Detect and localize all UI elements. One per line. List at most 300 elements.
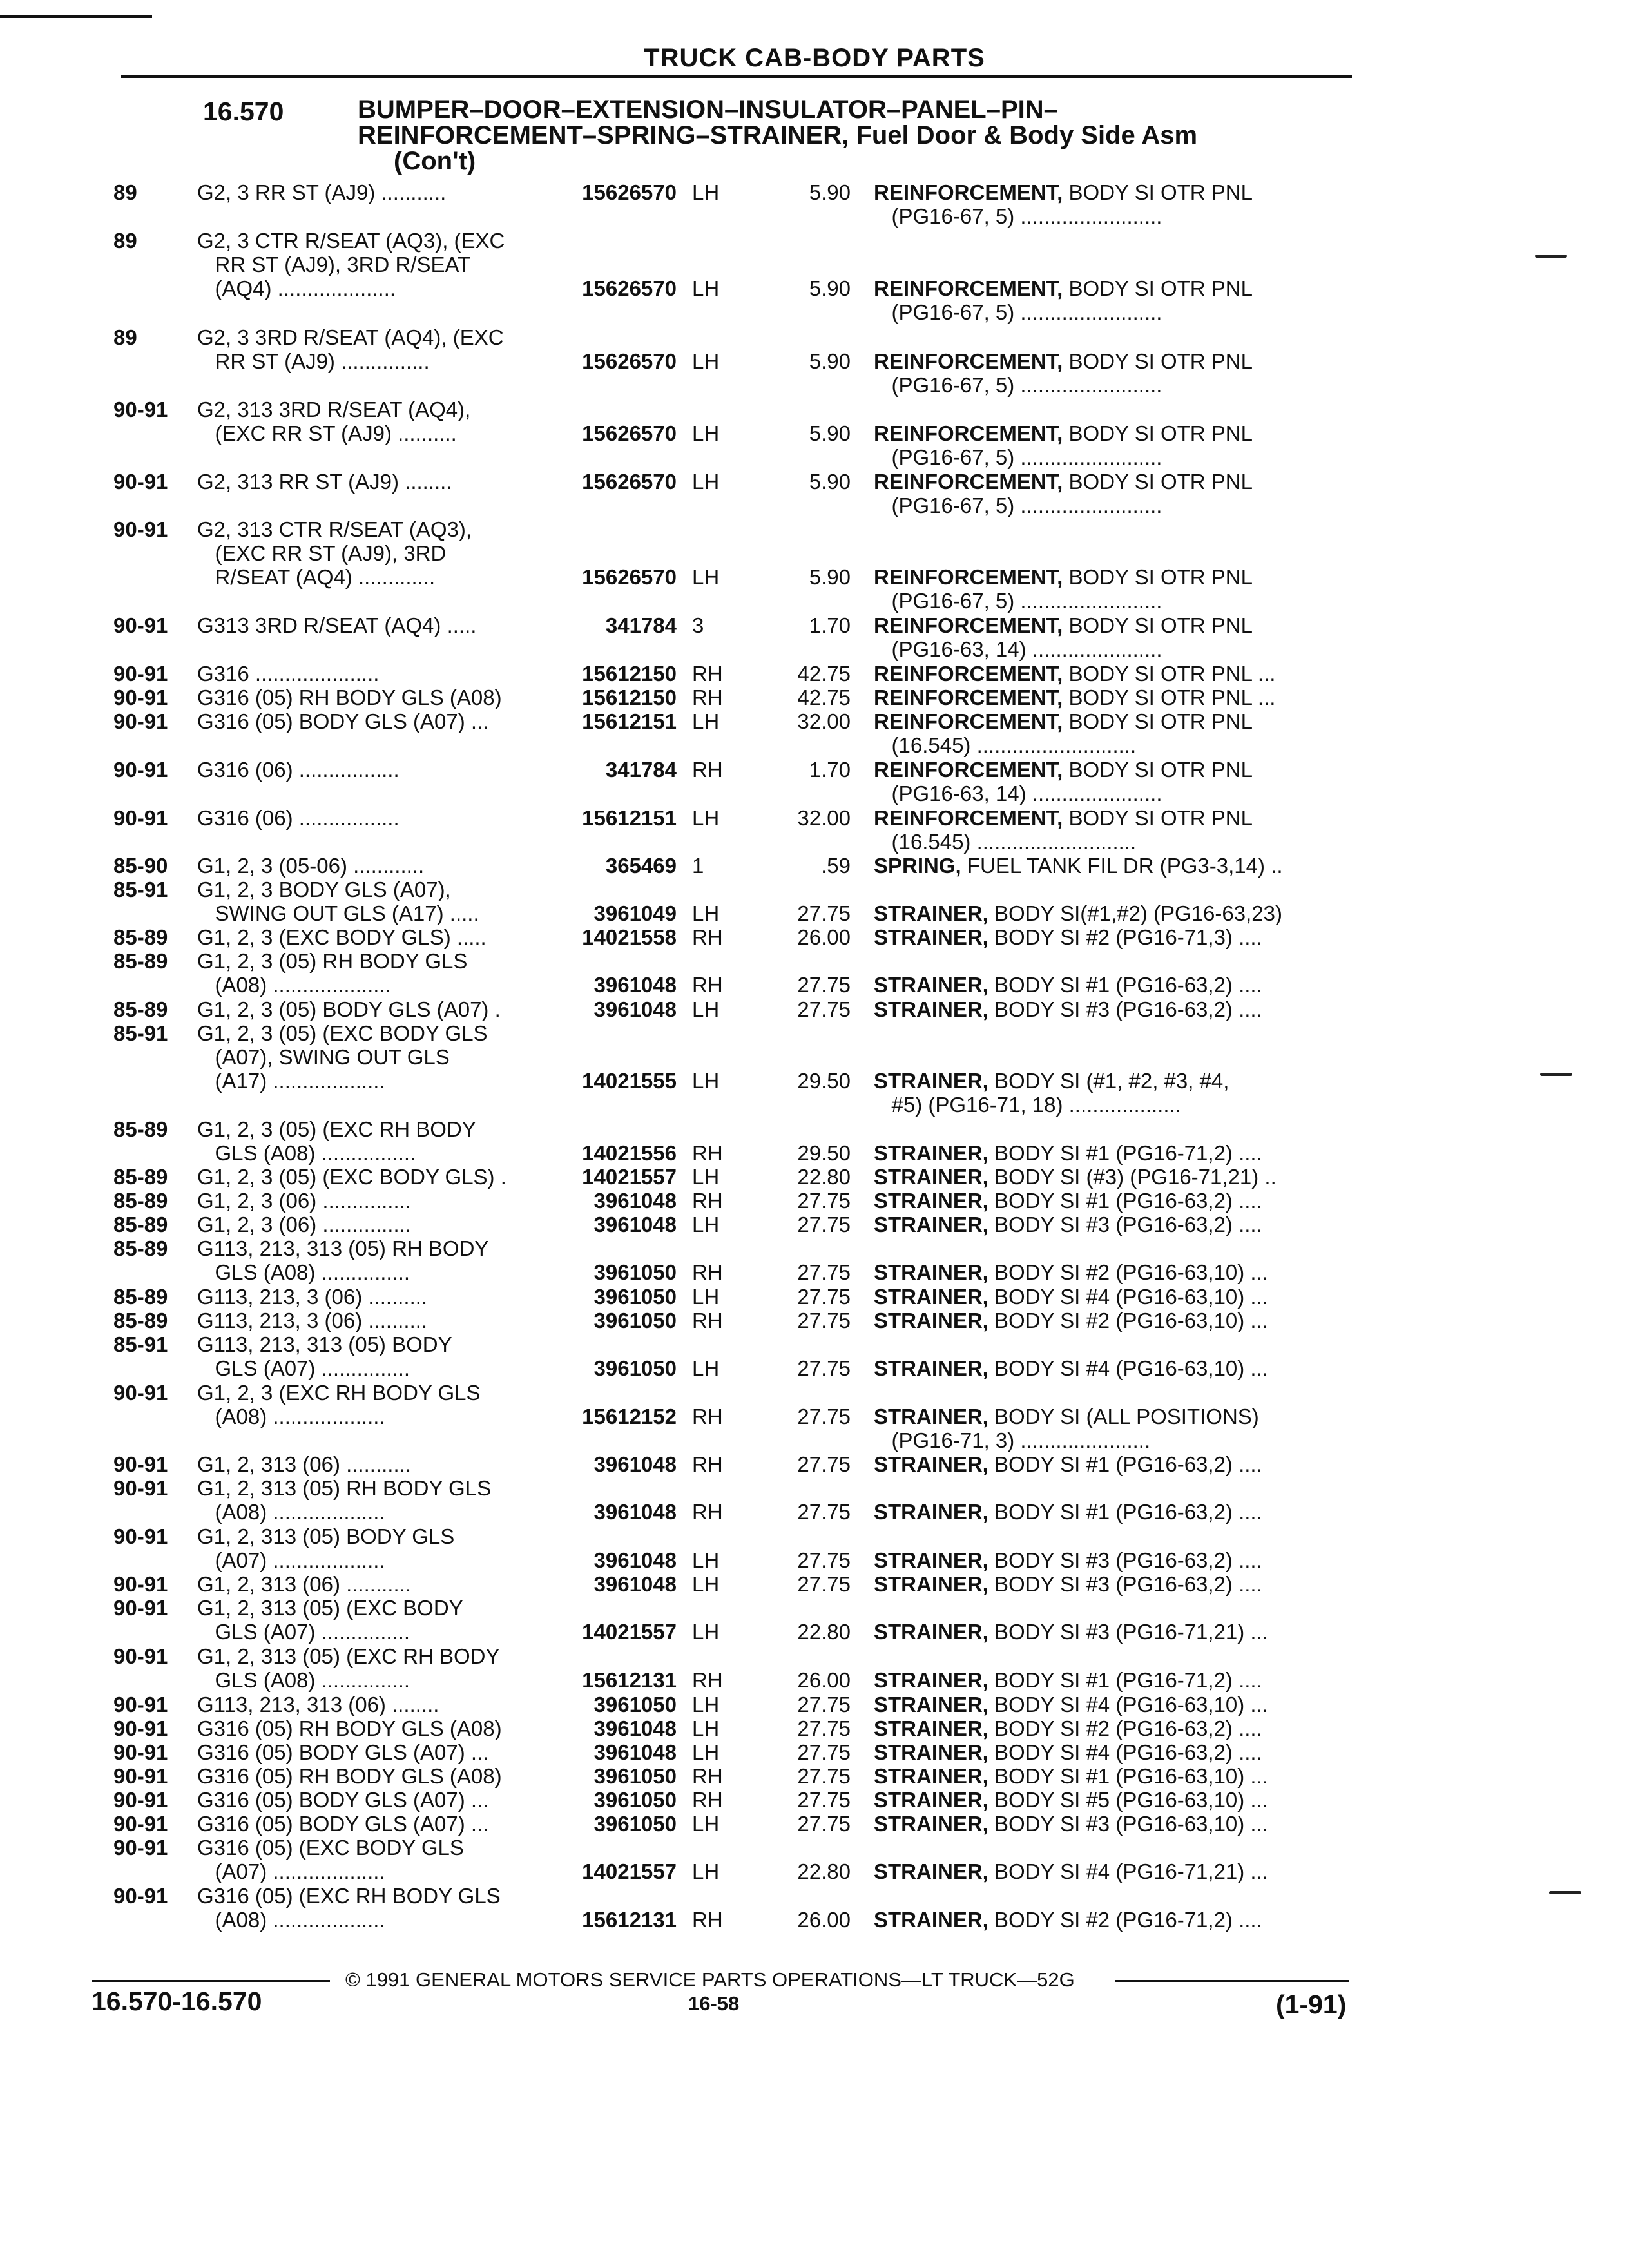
part-name-continuation: #5) (PG16-71, 18) ................... [874,1093,1181,1117]
description-line: G316 (06) ................. [197,806,400,830]
part-name-keyword: STRAINER, [874,1788,988,1812]
part-name-keyword: STRAINER, [874,1213,988,1236]
application-description [197,1236,488,1284]
part-name-line [874,1620,1268,1644]
part-name-detail: BODY SI #2 (PG16-71,2) .... [988,1908,1262,1932]
part-number: 3961048 [593,1548,677,1572]
description-line: G1, 2, 3 (06) ............... [197,1189,411,1213]
part-name-keyword: STRAINER, [874,1165,988,1189]
model-year: 90-91 [113,758,168,782]
application-description [197,1381,481,1428]
part-number: 14021557 [582,1620,677,1644]
part-name [874,1309,1268,1332]
price: 27.75 [797,1548,851,1572]
part-name-line [874,1500,1262,1524]
price: 27.75 [797,1764,851,1788]
part-name-detail: BODY SI #3 (PG16-63,2) .... [988,997,1262,1021]
model-year: 90-91 [113,686,168,709]
model-year: 85-89 [113,1213,168,1236]
part-number: 14021555 [582,1069,677,1093]
quantity-side: RH [692,925,723,949]
part-name-detail: BODY SI (ALL POSITIONS) [988,1405,1259,1428]
application-description [197,1165,506,1189]
application-description [197,1596,463,1644]
description-line: G316 (05) RH BODY GLS (A08) [197,686,502,709]
part-name [874,662,1275,686]
quantity-side: LH [692,180,720,204]
application-description [197,758,400,782]
part-name [874,997,1262,1021]
model-year: 85-91 [113,1021,168,1045]
part-name [874,973,1262,997]
part-name-keyword: STRAINER, [874,1908,988,1932]
part-name-line [874,1860,1268,1883]
quantity-side: LH [692,709,720,733]
application-description [197,1836,464,1883]
application-description [197,517,472,589]
description-line: (A07) ................... [197,1548,385,1572]
model-year: 89 [113,229,137,253]
part-name-line [874,1572,1262,1596]
quantity-side: LH [692,1548,720,1572]
part-name [874,565,1253,613]
part-name [874,1693,1268,1716]
model-year: 90-91 [113,1644,168,1668]
footer-page-number: 16-58 [688,1992,740,2015]
part-name-detail: BODY SI OTR PNL [1063,758,1253,782]
description-line: G1, 2, 3 (05) (EXC RH BODY [197,1117,476,1141]
part-name-line [874,1668,1262,1692]
footer-rule-left [92,1980,330,1982]
part-number: 15626570 [582,276,677,300]
description-line: G1, 2, 313 (05) BODY GLS [197,1524,455,1548]
part-number: 3961050 [593,1812,677,1836]
part-name-line [874,806,1253,830]
part-number: 15626570 [582,421,677,445]
part-name-keyword: REINFORCEMENT, [874,613,1063,637]
model-year: 90-91 [113,398,168,421]
part-number: 14021558 [582,925,677,949]
part-name-keyword: REINFORCEMENT, [874,686,1063,709]
margin-mark [1535,255,1567,258]
model-year: 90-91 [113,1476,168,1500]
model-year: 90-91 [113,1740,168,1764]
model-year: 89 [113,180,137,204]
part-name-line [874,349,1253,373]
part-name [874,1788,1268,1812]
part-name-detail: BODY SI OTR PNL [1063,709,1253,733]
description-line: G2, 3 CTR R/SEAT (AQ3), (EXC [197,229,505,253]
part-name-detail: BODY SI(#1,#2) (PG16-63,23) [988,901,1282,925]
application-description [197,1332,452,1380]
part-name-line [874,1788,1268,1812]
quantity-side: LH [692,806,720,830]
description-line: G1, 2, 3 (06) ............... [197,1213,411,1236]
part-number: 3961048 [593,973,677,997]
price: 22.80 [797,1620,851,1644]
part-name-line [874,973,1262,997]
part-name-detail: BODY SI #1 (PG16-63,2) .... [988,1452,1262,1476]
model-year: 85-91 [113,878,168,901]
part-name-detail: BODY SI #2 (PG16-63,10) ... [988,1309,1268,1332]
part-name-keyword: STRAINER, [874,1141,988,1165]
description-line: GLS (A07) ............... [197,1356,410,1380]
part-name-keyword: STRAINER, [874,1716,988,1740]
part-name-keyword: REINFORCEMENT, [874,662,1063,686]
part-name-detail: BODY SI #3 (PG16-63,2) .... [988,1548,1262,1572]
application-description [197,949,467,997]
part-name-line [874,662,1275,686]
price: 5.90 [809,180,851,204]
price: 22.80 [797,1860,851,1883]
footer-section-range: 16.570-16.570 [92,1986,262,2016]
description-line: GLS (A08) ............... [197,1668,410,1692]
part-number: 15626570 [582,470,677,494]
application-description [197,470,452,494]
part-number: 15612131 [582,1908,677,1932]
price: 27.75 [797,1356,851,1380]
part-name-keyword: STRAINER, [874,997,988,1021]
part-number: 3961048 [593,1213,677,1236]
part-number: 3961049 [593,901,677,925]
part-name-detail: BODY SI #3 (PG16-63,2) .... [988,1572,1262,1596]
quantity-side: LH [692,997,720,1021]
price: 27.75 [797,1309,851,1332]
part-name [874,1620,1268,1644]
part-name-keyword: STRAINER, [874,1668,988,1692]
part-name-keyword: STRAINER, [874,1764,988,1788]
quantity-side: 3 [692,613,704,637]
part-name-keyword: STRAINER, [874,1189,988,1213]
part-number: 3961050 [593,1764,677,1788]
application-description [197,925,487,949]
price: 29.50 [797,1141,851,1165]
price: 5.90 [809,421,851,445]
part-name [874,1213,1262,1236]
part-number: 3961050 [593,1260,677,1284]
part-name-continuation: (16.545) ........................... [874,830,1137,854]
part-name-line [874,1764,1268,1788]
quantity-side: RH [692,1668,723,1692]
part-name-line [874,1908,1262,1932]
application-description [197,1572,411,1596]
model-year: 85-89 [113,1236,168,1260]
quantity-side: LH [692,1356,720,1380]
model-year: 90-91 [113,1716,168,1740]
price: 27.75 [797,1189,851,1213]
price: 1.70 [809,758,851,782]
price: 27.75 [797,1572,851,1596]
quantity-side: LH [692,1165,720,1189]
part-name [874,1260,1268,1284]
part-name-keyword: STRAINER, [874,1309,988,1332]
part-name [874,709,1253,757]
part-name [874,1548,1262,1572]
application-description [197,229,505,300]
application-description [197,180,446,204]
part-name-detail: BODY SI #1 (PG16-63,2) .... [988,1500,1262,1524]
part-name-line [874,565,1253,589]
quantity-side: LH [692,421,720,445]
application-description [197,1117,476,1165]
section-title-line-2: REINFORCEMENT–SPRING–STRAINER, Fuel Door & Body Side Asm [358,121,1198,149]
part-name [874,925,1262,949]
price: 29.50 [797,1069,851,1093]
part-name-keyword: STRAINER, [874,1860,988,1883]
description-line: G1, 2, 3 (05-06) ............ [197,854,425,878]
margin-mark [1549,1891,1581,1894]
part-name-detail: BODY SI #3 (PG16-71,21) ... [988,1620,1268,1644]
part-name-keyword: STRAINER, [874,1069,988,1093]
model-year: 90-91 [113,1788,168,1812]
model-year: 90-91 [113,806,168,830]
model-year: 90-91 [113,709,168,733]
part-name-detail: BODY SI #2 (PG16-71,3) .... [988,925,1262,949]
part-name [874,1141,1262,1165]
description-line: G1, 2, 313 (06) ........... [197,1572,411,1596]
price: 26.00 [797,1908,851,1932]
price: 27.75 [797,1452,851,1476]
application-description [197,1716,502,1740]
part-name-detail: BODY SI #1 (PG16-63,2) .... [988,1189,1262,1213]
part-name-keyword: STRAINER, [874,1693,988,1716]
quantity-side: LH [692,1213,720,1236]
part-name-keyword: STRAINER, [874,901,988,925]
application-description [197,709,488,733]
part-name-detail: BODY SI OTR PNL [1063,565,1253,589]
part-name [874,1572,1262,1596]
quantity-side: RH [692,1908,723,1932]
model-year: 90-91 [113,1836,168,1860]
part-name-line [874,854,1283,878]
description-line: R/SEAT (AQ4) ............. [197,565,436,589]
price: 27.75 [797,901,851,925]
application-description [197,686,502,709]
application-description [197,997,501,1021]
part-name-continuation: (PG16-71, 3) ...................... [874,1428,1151,1452]
part-name-line [874,421,1253,445]
part-name [874,1405,1259,1452]
part-name-keyword: REINFORCEMENT, [874,565,1063,589]
part-name-detail: BODY SI #4 (PG16-63,10) ... [988,1285,1268,1309]
price: 5.90 [809,470,851,494]
application-description [197,1740,488,1764]
part-name-detail: BODY SI #1 (PG16-63,2) .... [988,973,1262,997]
part-name [874,1764,1268,1788]
part-name-detail: BODY SI OTR PNL [1063,180,1253,204]
part-name-detail: BODY SI OTR PNL [1063,613,1253,637]
footer-copyright: © 1991 GENERAL MOTORS SERVICE PARTS OPERATIONS—LT TRUCK—52G [345,1968,1075,1991]
part-name-line [874,1213,1262,1236]
part-number: 3961048 [593,1716,677,1740]
part-name-line [874,997,1262,1021]
description-line: (AQ4) .................... [197,276,396,300]
model-year: 90-91 [113,1524,168,1548]
description-line: G1, 2, 313 (05) RH BODY GLS [197,1476,492,1500]
section-title-line-3: (Con't) [394,147,476,175]
quantity-side: RH [692,1141,723,1165]
application-description [197,325,504,373]
part-name-line [874,758,1253,782]
quantity-side: LH [692,276,720,300]
part-name [874,758,1253,805]
description-line: G316 (05) (EXC RH BODY GLS [197,1884,501,1908]
model-year: 90-91 [113,1764,168,1788]
section-title-line-1: BUMPER–DOOR–EXTENSION–INSULATOR–PANEL–PIN– [358,95,1058,124]
part-name-detail: BODY SI (#3) (PG16-71,21) .. [988,1165,1277,1189]
price: 27.75 [797,1500,851,1524]
part-name [874,1356,1268,1380]
price: 27.75 [797,1716,851,1740]
quantity-side: RH [692,973,723,997]
part-name [874,1500,1262,1524]
description-line: G316 (05) RH BODY GLS (A08) [197,1764,502,1788]
part-number: 3961050 [593,1285,677,1309]
description-line: G1, 2, 313 (05) (EXC BODY [197,1596,463,1620]
price: 27.75 [797,1213,851,1236]
model-year: 90-91 [113,1884,168,1908]
price: 27.75 [797,1285,851,1309]
part-number: 341784 [605,758,677,782]
part-name-line [874,1260,1268,1284]
part-name-detail: BODY SI #3 (PG16-63,10) ... [988,1812,1268,1836]
part-name-detail: BODY SI OTR PNL [1063,349,1253,373]
part-name-continuation: (PG16-67, 5) ........................ [874,204,1162,228]
margin-mark [1540,1073,1572,1076]
part-name-detail: BODY SI OTR PNL [1063,806,1253,830]
part-name-continuation: (PG16-63, 14) ...................... [874,637,1162,661]
description-line: G113, 213, 3 (06) .......... [197,1285,428,1309]
description-line: G2, 313 3RD R/SEAT (AQ4), [197,398,471,421]
part-number: 15612150 [582,686,677,709]
application-description [197,662,379,686]
part-name-detail: BODY SI #3 (PG16-63,2) .... [988,1213,1262,1236]
price: 5.90 [809,349,851,373]
model-year: 90-91 [113,517,168,541]
part-name-keyword: STRAINER, [874,1740,988,1764]
description-line: G1, 2, 313 (06) ........... [197,1452,411,1476]
part-name-keyword: REINFORCEMENT, [874,349,1063,373]
application-description [197,1788,488,1812]
part-name-line [874,901,1282,925]
part-name-line [874,1452,1262,1476]
part-number: 3961048 [593,1452,677,1476]
part-name-keyword: STRAINER, [874,1548,988,1572]
model-year: 90-91 [113,1812,168,1836]
part-name-line [874,613,1253,637]
description-line: G316 (05) BODY GLS (A07) ... [197,1812,489,1836]
part-name [874,1716,1262,1740]
description-line: G1, 2, 3 (05) (EXC BODY GLS) . [197,1165,506,1189]
part-number: 15612150 [582,662,677,686]
model-year: 85-91 [113,1332,168,1356]
part-name-continuation: (PG16-63, 14) ...................... [874,782,1162,805]
footer-revision-date: (1-91) [1276,1990,1347,2019]
description-line: G316 (05) (EXC BODY GLS [197,1836,464,1860]
part-name-line [874,925,1262,949]
description-line: GLS (A08) ............... [197,1260,410,1284]
part-name-continuation: (16.545) ........................... [874,733,1137,757]
quantity-side: LH [692,470,720,494]
part-number: 3961048 [593,1572,677,1596]
model-year: 90-91 [113,1596,168,1620]
quantity-side: LH [692,1740,720,1764]
application-description [197,806,400,830]
model-year: 90-91 [113,1381,168,1405]
part-name-keyword: STRAINER, [874,1452,988,1476]
part-name-keyword: STRAINER, [874,1260,988,1284]
part-name-line [874,1405,1259,1428]
part-name-continuation: (PG16-67, 5) ........................ [874,589,1162,613]
model-year: 85-90 [113,854,168,878]
application-description [197,1524,454,1572]
part-name-line [874,1285,1268,1309]
description-line: RR ST (AJ9), 3RD R/SEAT [197,253,471,276]
application-description [197,1812,488,1836]
model-year: 85-89 [113,949,168,973]
description-line: G113, 213, 313 (05) BODY [197,1332,452,1356]
price: 27.75 [797,973,851,997]
part-name-detail: BODY SI #5 (PG16-63,10) ... [988,1788,1268,1812]
part-name [874,276,1253,324]
part-number: 3961048 [593,1189,677,1213]
model-year: 90-91 [113,613,168,637]
price: .59 [821,854,851,878]
quantity-side: RH [692,1309,723,1332]
description-line: (A08) ................... [197,1500,385,1524]
model-year: 90-91 [113,662,168,686]
part-name-detail: BODY SI OTR PNL [1063,276,1253,300]
quantity-side: RH [692,1500,723,1524]
quantity-side: LH [692,1572,720,1596]
part-name-detail: FUEL TANK FIL DR (PG3-3,14) .. [961,854,1283,878]
part-name [874,1860,1268,1883]
part-name-keyword: STRAINER, [874,925,988,949]
price: 27.75 [797,1260,851,1284]
quantity-side: LH [692,1069,720,1093]
description-line: G316 (06) ................. [197,758,400,782]
application-description [197,1884,501,1932]
model-year: 85-89 [113,1165,168,1189]
part-name-keyword: STRAINER, [874,1500,988,1524]
description-line: GLS (A07) ............... [197,1620,410,1644]
part-name-keyword: STRAINER, [874,973,988,997]
part-number: 15626570 [582,565,677,589]
part-name [874,1908,1262,1932]
part-number: 3961050 [593,1309,677,1332]
price: 22.80 [797,1165,851,1189]
quantity-side: LH [692,901,720,925]
part-name-detail: BODY SI #2 (PG16-63,2) .... [988,1716,1262,1740]
part-name-keyword: REINFORCEMENT, [874,421,1063,445]
part-name-line [874,180,1253,204]
part-name-line [874,1693,1268,1716]
description-line: SWING OUT GLS (A17) ..... [197,901,479,925]
application-description [197,1693,439,1716]
application-description [197,398,470,445]
quantity-side: RH [692,1260,723,1284]
model-year: 90-91 [113,1452,168,1476]
quantity-side: RH [692,1189,723,1213]
part-name [874,1452,1262,1476]
part-name-line [874,709,1253,733]
application-description [197,1764,502,1788]
part-name-line [874,1141,1262,1165]
description-line: G1, 2, 3 BODY GLS (A07), [197,878,451,901]
part-name-detail: BODY SI #1 (PG16-71,2) .... [988,1668,1262,1692]
part-name [874,180,1253,228]
part-name-keyword: STRAINER, [874,1405,988,1428]
